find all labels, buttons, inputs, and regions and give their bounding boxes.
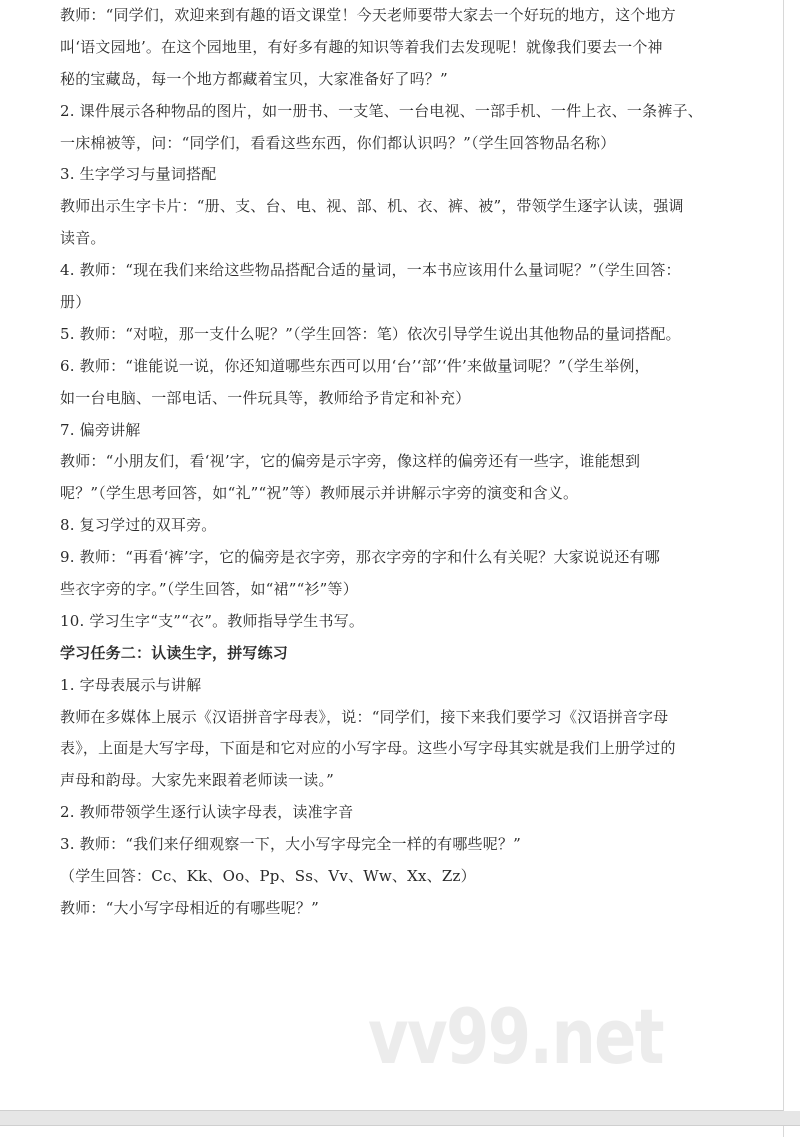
text-line: 2. 教师带领学生逐行认读字母表，读准字音 (60, 803, 354, 822)
text-line: 声母和韵母。大家先来跟着老师读一读。” (60, 771, 334, 790)
section-heading: 学习任务二：认读生字，拼写练习 (60, 643, 289, 662)
text-line: 呢？”（学生思考回答，如“礼”“祝”等）教师展示并讲解示字旁的演变和含义。 (60, 484, 579, 503)
text-line: 一床棉被等，问：“同学们，看看这些东西，你们都认识吗？”（学生回答物品名称） (60, 133, 616, 152)
text-line: 教师在多媒体上展示《汉语拼音字母表》，说：“同学们，接下来我们要学习《汉语拼音字母 (60, 707, 669, 726)
text-line: 5. 教师：“对啦，那一支什么呢？”（学生回答：笔）依次引导学生说出其他物品的量词搭配。 (60, 324, 681, 343)
text-line: 4. 教师：“现在我们来给这些物品搭配合适的量词，一本书应该用什么量词呢？”（学生回答： (60, 261, 681, 280)
text-line: 些衣字旁的字。”（学生回答，如“裙”“衫”等） (60, 580, 358, 599)
text-line: 教师：“小朋友们，看‘视’字，它的偏旁是示字旁，像这样的偏旁还有一些字，谁能想到 (60, 452, 641, 471)
text-line: （学生回答：Cc、Kk、Oo、Pp、Ss、Vv、Ww、Xx、Zz） (60, 867, 476, 886)
watermark: vv99.net (368, 992, 663, 1081)
text-line: 秘的宝藏岛，每一个地方都藏着宝贝，大家准备好了吗？” (60, 69, 448, 88)
text-line: 7. 偏旁讲解 (60, 420, 141, 439)
text-line: 册） (60, 293, 91, 312)
text-line: 3. 教师：“我们来仔细观察一下，大小写字母完全一样的有哪些呢？” (60, 835, 522, 854)
text-line: 叫‘语文园地’。在这个园地里，有好多有趣的知识等着我们去发现呢！就像我们要去一个神 (60, 37, 663, 56)
page-separator (0, 1111, 800, 1126)
text-line: 如一台电脑、一部电话、一件玩具等，教师给予肯定和补充） (60, 388, 471, 407)
text-line: 3. 生字学习与量词搭配 (60, 165, 217, 184)
text-line: 10. 学习生字“支”“衣”。教师指导学生书写。 (60, 611, 365, 630)
text-line: 2. 课件展示各种物品的图片，如一册书、一支笔、一台电视、一部手机、一件上衣、一条裤子、 (60, 101, 703, 120)
text-line: 教师：“大小写字母相近的有哪些呢？” (60, 898, 319, 917)
document-body (60, 0, 750, 925)
text-line: 教师出示生字卡片：“册、支、台、电、视、部、机、衣、裤、被”，带领学生逐字认读，强调 (60, 197, 684, 216)
text-line: 1. 字母表展示与讲解 (60, 675, 202, 694)
text-line: 表》，上面是大写字母，下面是和它对应的小写字母。这些小写字母其实就是我们上册学过的 (60, 739, 676, 758)
text-line: 9. 教师：“再看‘裤’字，它的偏旁是衣字旁，那衣字旁的字和什么有关呢？大家说说还有哪 (60, 548, 660, 567)
text-line: 教师：“同学们，欢迎来到有趣的语文课堂！今天老师要带大家去一个好玩的地方，这个地方 (60, 6, 676, 24)
text-line: 6. 教师：“谁能说一说，你还知道哪些东西可以用‘台’‘部’‘件’来做量词呢？”（学生举例， (60, 356, 650, 375)
text-line: 读音。 (60, 229, 106, 248)
next-page (0, 1126, 784, 1137)
text-line: 8. 复习学过的双耳旁。 (60, 516, 217, 535)
